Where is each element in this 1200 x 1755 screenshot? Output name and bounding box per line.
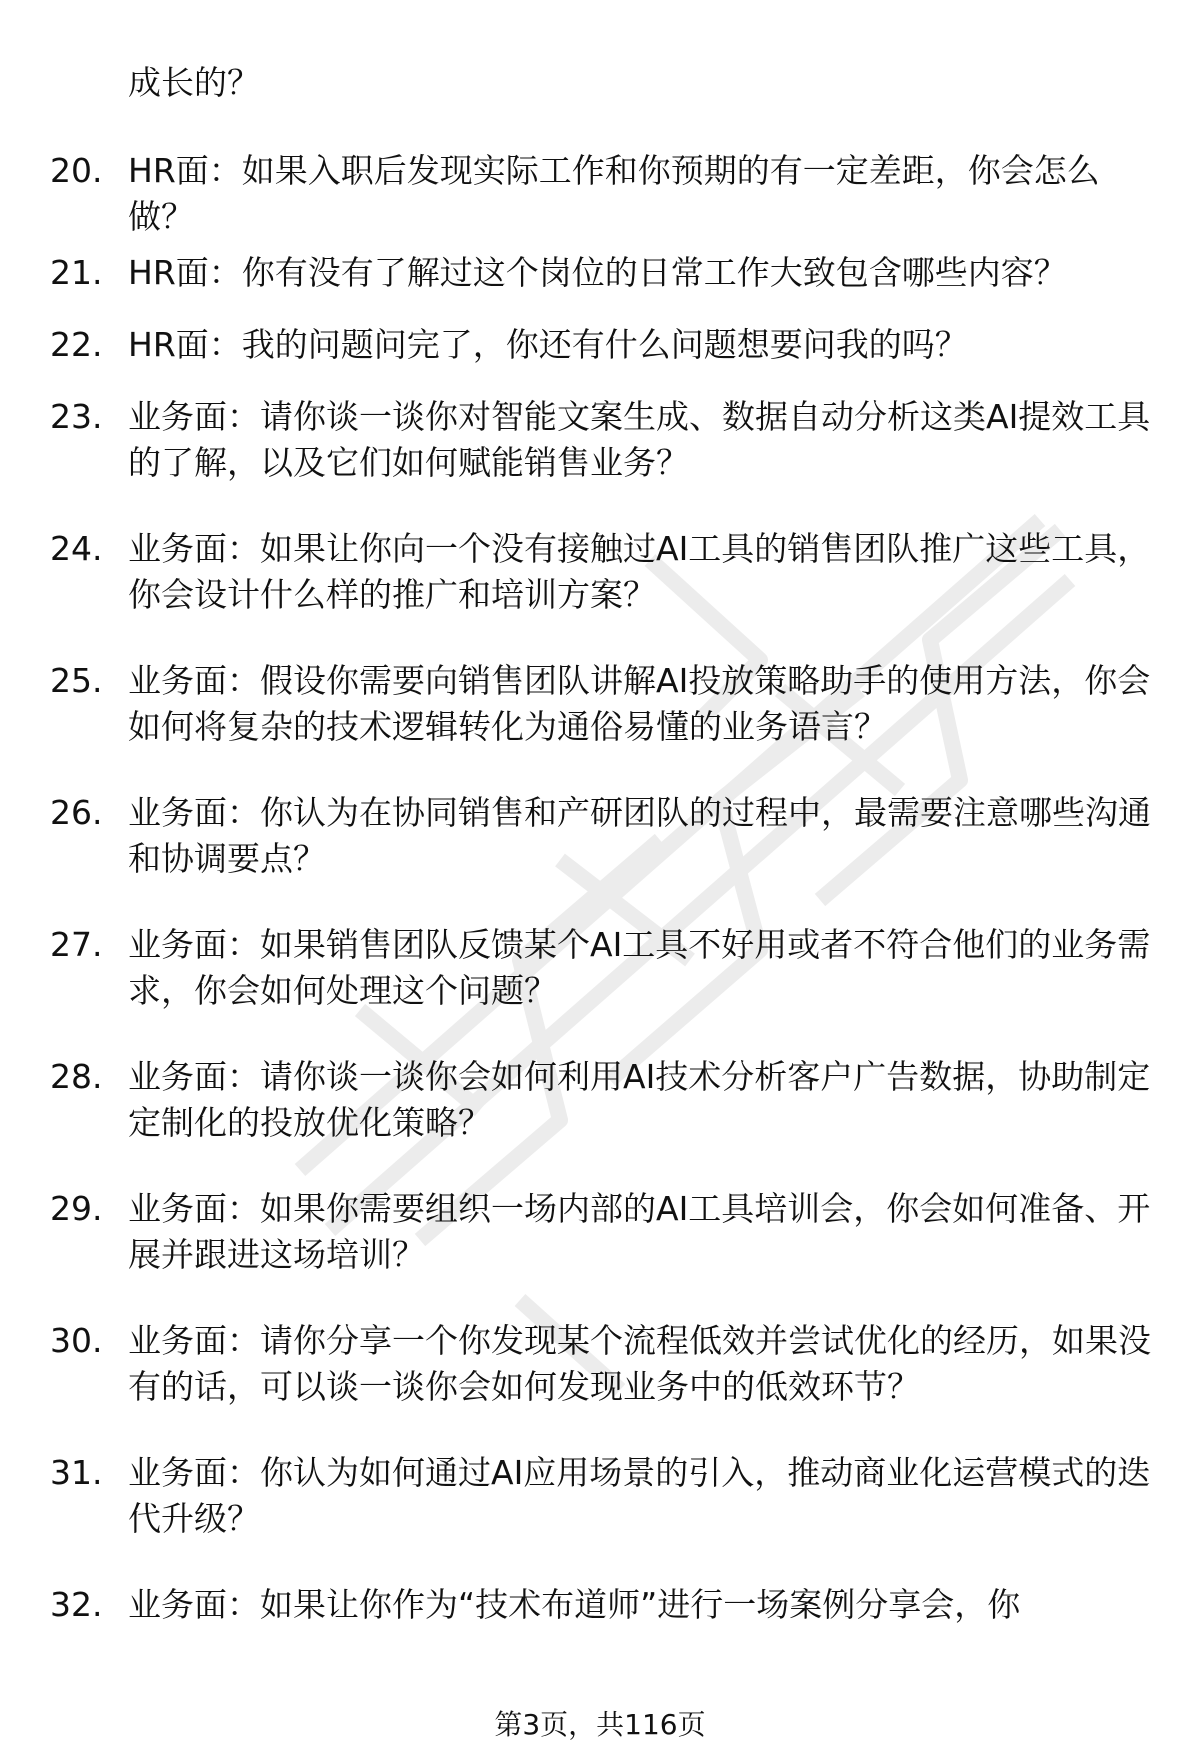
question-number: 32. xyxy=(50,1585,103,1624)
question-text: 业务面：请你谈一谈你会如何利用AI技术分析客户广告数据，协助制定定制化的投放优化策略？ xyxy=(128,1057,1151,1142)
question-text: 业务面：如果让你作为“技术布道师”进行一场案例分享会，你 xyxy=(128,1585,1021,1624)
question-text: 业务面：你认为在协同销售和产研团队的过程中，最需要注意哪些沟通和协调要点？ xyxy=(128,793,1151,878)
continuation-text: 成长的？ xyxy=(128,63,260,102)
question-number: 21. xyxy=(50,253,103,292)
question-number: 30. xyxy=(50,1321,103,1360)
question-text: 业务面：如果销售团队反馈某个AI工具不好用或者不符合他们的业务需求，你会如何处理这个问题？ xyxy=(128,925,1151,1010)
question-text: HR面：如果入职后发现实际工作和你预期的有一定差距，你会怎么做？ xyxy=(128,151,1100,236)
question-number: 22. xyxy=(50,325,103,364)
question-number: 28. xyxy=(50,1057,103,1096)
question-number: 29. xyxy=(50,1189,103,1228)
question-text: HR面：我的问题问完了，你还有什么问题想要问我的吗？ xyxy=(128,325,968,364)
question-text: 业务面：如果让你向一个没有接触过AI工具的销售团队推广这些工具，你会设计什么样的推广和培训方案？ xyxy=(128,529,1151,614)
page-footer: 第3页，共116页 xyxy=(494,1708,706,1741)
question-text: HR面：你有没有了解过这个岗位的日常工作大致包含哪些内容？ xyxy=(128,253,1067,292)
question-number: 23. xyxy=(50,397,103,436)
question-text: 业务面：你认为如何通过AI应用场景的引入，推动商业化运营模式的迭代升级？ xyxy=(128,1453,1151,1538)
question-text: 业务面：假设你需要向销售团队讲解AI投放策略助手的使用方法，你会如何将复杂的技术逻辑转化为通俗易懂的业务语言？ xyxy=(128,661,1151,746)
question-number: 26. xyxy=(50,793,103,832)
question-text: 业务面：如果你需要组织一场内部的AI工具培训会，你会如何准备、开展并跟进这场培训？ xyxy=(128,1189,1151,1274)
question-number: 25. xyxy=(50,661,103,700)
question-text: 业务面：请你谈一谈你对智能文案生成、数据自动分析这类AI提效工具的了解，以及它们如何赋能销售业务？ xyxy=(128,397,1151,482)
question-number: 27. xyxy=(50,925,103,964)
question-number: 24. xyxy=(50,529,103,568)
question-text: 业务面：请你分享一个你发现某个流程低效并尝试优化的经历，如果没有的话，可以谈一谈你会如何发现业务中的低效环节？ xyxy=(128,1321,1151,1406)
question-number: 31. xyxy=(50,1453,103,1492)
question-number: 20. xyxy=(50,151,103,190)
